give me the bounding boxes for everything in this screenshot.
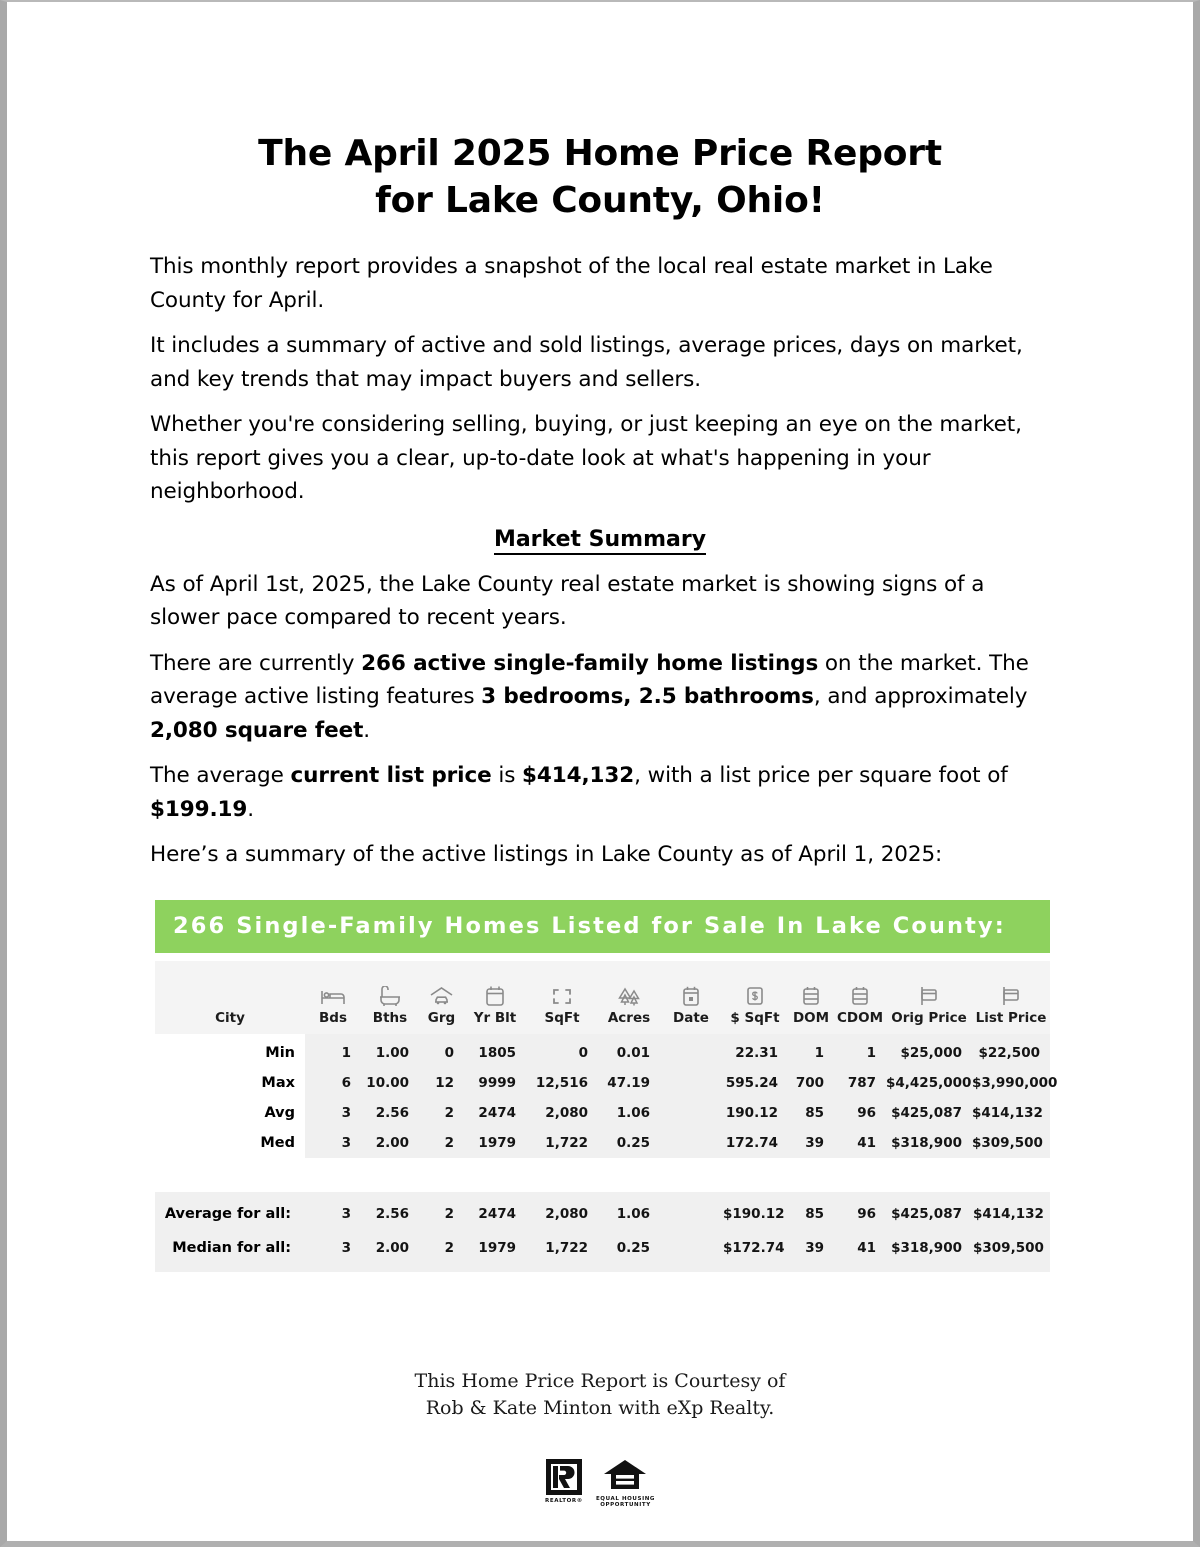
cell-med-psqft: 172.74 (722, 1128, 788, 1158)
realtor-logo-caption: REALTOR® (545, 1497, 583, 1504)
price-text-part-4: . (247, 796, 254, 822)
cell-max-dom: 700 (788, 1068, 834, 1098)
yard-sign-icon (917, 981, 941, 1007)
market-summary-heading-text: Market Summary (494, 527, 706, 555)
cell-max-acres: 47.19 (598, 1068, 660, 1098)
equal-housing-house-icon (603, 1458, 647, 1494)
table-row (155, 1231, 1050, 1272)
trees-icon (616, 981, 642, 1007)
current-list-price-label: current list price (290, 763, 492, 788)
cell-avg-yrblt: 2474 (464, 1098, 526, 1128)
crop-square-icon (551, 981, 573, 1007)
avg-square-feet: 2,080 square feet (150, 717, 364, 743)
cell-max-list: $3,990,000 (972, 1068, 1050, 1098)
counter-icon (850, 981, 870, 1007)
cell-max-yrblt: 9999 (464, 1068, 526, 1098)
stats-banner: 266 Single-Family Homes Listed for Sale In Lake County: (155, 900, 1050, 953)
cell-max-date (660, 1068, 722, 1098)
cell-avg-psqft: 190.12 (722, 1098, 788, 1128)
bed-icon (320, 981, 346, 1007)
intro-paragraph-2: It includes a summary of active and sold listings, average prices, days on market, and key trends that may impact buyers and sellers. (150, 333, 1023, 392)
cell-max-orig: $4,425,000 (886, 1068, 972, 1098)
price-per-sqft-value: $199.19 (150, 796, 248, 822)
cell-med-cdom: 41 (834, 1128, 886, 1158)
cell-min-grg: 0 (419, 1034, 464, 1068)
dollar-card-icon (745, 981, 765, 1007)
cell-avgall-cdom: 96 (834, 1192, 886, 1231)
cell-med-acres: 0.25 (598, 1128, 660, 1158)
column-header-cdom: CDOM (834, 961, 886, 1034)
column-header-grg: Grg (419, 961, 464, 1034)
avg-list-price-value: $414,132 (522, 763, 635, 788)
cell-avgall-list: $414,132 (972, 1192, 1050, 1231)
eho-logo-caption-line-1: EQUAL HOUSING (595, 1495, 656, 1502)
cell-medall-date (660, 1231, 722, 1272)
avg-beds-baths: 3 bedrooms, 2.5 bathrooms (481, 684, 814, 709)
column-header-list-price: List Price (972, 961, 1050, 1034)
cell-min-acres: 0.01 (598, 1034, 660, 1068)
counter-icon (801, 981, 821, 1007)
intro-paragraph-3: Whether you're considering selling, buying, or just keeping an eye on the market, this report gives you a clear, up-to-date look at what's happening in your neighborhood. (150, 412, 1022, 504)
stats-table-block (155, 953, 1058, 1272)
table-row (155, 1128, 1050, 1158)
column-header-bds: Bds (305, 961, 361, 1034)
cell-max-bds: 6 (305, 1068, 361, 1098)
table-row (155, 1098, 1050, 1128)
cell-med-sqft: 1,722 (526, 1128, 598, 1158)
column-header-yr-blt: Yr Blt (464, 961, 526, 1034)
cell-medall-bths: 2.00 (361, 1231, 419, 1272)
cell-min-cdom: 1 (834, 1034, 886, 1068)
cell-medall-yrblt: 1979 (464, 1231, 526, 1272)
cell-avgall-grg: 2 (419, 1192, 464, 1231)
cell-med-dom: 39 (788, 1128, 834, 1158)
listings-text-part-1: There are currently (150, 650, 362, 676)
realtor-logo (545, 1458, 583, 1504)
cell-medall-grg: 2 (419, 1231, 464, 1272)
row-label-median-for-all: Median for all: (155, 1231, 305, 1272)
cell-medall-sqft: 1,722 (526, 1231, 598, 1272)
market-summary-heading (150, 527, 1050, 552)
column-header-city: City (155, 961, 305, 1034)
cell-avgall-bds: 3 (305, 1192, 361, 1231)
column-header-date: Date (660, 961, 722, 1034)
active-listings-count: 266 active single-family home listings (361, 650, 819, 676)
cell-medall-acres: 0.25 (598, 1231, 660, 1272)
cell-min-dom: 1 (788, 1034, 834, 1068)
footer-courtesy-line-2: Rob & Kate Minton with eXp Realty. (425, 1396, 775, 1419)
market-summary-paragraph-1: As of April 1st, 2025, the Lake County real estate market is showing signs of a slower pace compared to recent years. (150, 571, 985, 630)
table-lead-in: Here’s a summary of the active listings in Lake County as of April 1, 2025: (150, 842, 943, 867)
column-header-sqft: SqFt (526, 961, 598, 1034)
listings-text-part-2: on the market. The average active listing features (150, 650, 1029, 709)
title-line-1: The April 2025 Home Price Report (258, 133, 942, 174)
cell-avg-bths: 2.56 (361, 1098, 419, 1128)
title-line-2: for Lake County, Ohio! (375, 180, 825, 221)
cell-max-grg: 12 (419, 1068, 464, 1098)
cell-max-psqft: 595.24 (722, 1068, 788, 1098)
cell-med-bds: 3 (305, 1128, 361, 1158)
cell-medall-dom: 39 (788, 1231, 834, 1272)
price-text-part-1: The average (150, 763, 291, 788)
cell-min-bds: 1 (305, 1034, 361, 1068)
cell-min-sqft: 0 (526, 1034, 598, 1068)
intro-paragraph-1: This monthly report provides a snapshot of the local real estate market in Lake County for April. (150, 254, 993, 313)
cell-avg-sqft: 2,080 (526, 1098, 598, 1128)
cell-avg-dom: 85 (788, 1098, 834, 1128)
column-header-dom: DOM (788, 961, 834, 1034)
cell-avgall-yrblt: 2474 (464, 1192, 526, 1231)
table-row (155, 1192, 1050, 1231)
cell-avg-date (660, 1098, 722, 1128)
price-text-part-3: , with a list price per square foot of (634, 763, 1008, 788)
document-footer (7, 1368, 1193, 1508)
market-summary-paragraph-2 (150, 647, 1050, 748)
cell-med-list: $309,500 (972, 1128, 1050, 1158)
listings-text-part-4: . (363, 717, 370, 743)
cell-min-psqft: 22.31 (722, 1034, 788, 1068)
stats-table-header-row (155, 961, 1050, 1034)
price-text-part-2: is (491, 763, 523, 788)
table-row (155, 1034, 1050, 1068)
cell-medall-orig: $318,900 (886, 1231, 972, 1272)
cell-max-sqft: 12,516 (526, 1068, 598, 1098)
market-summary-paragraph-3 (150, 759, 1050, 826)
column-header-bths: Bths (361, 961, 419, 1034)
cell-min-bths: 1.00 (361, 1034, 419, 1068)
equal-housing-opportunity-logo (596, 1458, 655, 1508)
cell-avg-grg: 2 (419, 1098, 464, 1128)
cell-medall-list: $309,500 (972, 1231, 1050, 1272)
cell-avg-orig: $425,087 (886, 1098, 972, 1128)
row-label-average-for-all: Average for all: (155, 1192, 305, 1231)
cell-med-grg: 2 (419, 1128, 464, 1158)
cell-med-yrblt: 1979 (464, 1128, 526, 1158)
cell-min-date (660, 1034, 722, 1068)
cell-max-bths: 10.00 (361, 1068, 419, 1098)
cell-avgall-dom: 85 (788, 1192, 834, 1231)
row-label-med: Med (155, 1128, 305, 1158)
cell-med-bths: 2.00 (361, 1128, 419, 1158)
cell-max-cdom: 787 (834, 1068, 886, 1098)
cell-avgall-acres: 1.06 (598, 1192, 660, 1231)
stats-table-body (155, 1034, 1058, 1158)
garage-car-icon (429, 981, 454, 1007)
cell-avg-list: $414,132 (972, 1098, 1050, 1128)
document-body (7, 250, 1193, 872)
cell-medall-bds: 3 (305, 1231, 361, 1272)
cell-med-date (660, 1128, 722, 1158)
cell-avgall-sqft: 2,080 (526, 1192, 598, 1231)
calendar-icon (485, 981, 505, 1007)
stats-table (155, 961, 1058, 1158)
yard-sign-icon (999, 981, 1023, 1007)
row-label-min: Min (155, 1034, 305, 1068)
bathtub-icon (378, 981, 402, 1007)
column-header-orig-price: Orig Price (886, 961, 972, 1034)
cell-avg-acres: 1.06 (598, 1098, 660, 1128)
realtor-r-icon (545, 1458, 583, 1496)
totals-table (155, 1192, 1050, 1272)
cell-avg-bds: 3 (305, 1098, 361, 1128)
cell-med-orig: $318,900 (886, 1128, 972, 1158)
listings-text-part-3: , and approximately (813, 684, 1028, 709)
eho-logo-caption-line-2: OPPORTUNITY (600, 1501, 651, 1508)
cell-avgall-date (660, 1192, 722, 1231)
listings-stats-card (155, 900, 1058, 1272)
row-label-max: Max (155, 1068, 305, 1098)
footer-courtesy-line-1: This Home Price Report is Courtesy of (414, 1369, 786, 1392)
cell-avgall-orig: $425,087 (886, 1192, 972, 1231)
column-header-price-per-sqft: $ SqFt (722, 961, 788, 1034)
calendar-date-icon (682, 981, 700, 1007)
cell-avgall-psqft: $190.12 (722, 1192, 788, 1231)
cell-medall-psqft: $172.74 (722, 1231, 788, 1272)
cell-min-list: $22,500 (972, 1034, 1050, 1068)
table-block-divider (155, 1158, 1050, 1192)
cell-avg-cdom: 96 (834, 1098, 886, 1128)
cell-avgall-bths: 2.56 (361, 1192, 419, 1231)
page-title (7, 2, 1193, 224)
table-row (155, 1068, 1050, 1098)
cell-min-yrblt: 1805 (464, 1034, 526, 1068)
cell-medall-cdom: 41 (834, 1231, 886, 1272)
row-label-avg: Avg (155, 1098, 305, 1128)
column-header-acres: Acres (598, 961, 660, 1034)
cell-min-orig: $25,000 (886, 1034, 972, 1068)
footer-logos (7, 1458, 1193, 1508)
